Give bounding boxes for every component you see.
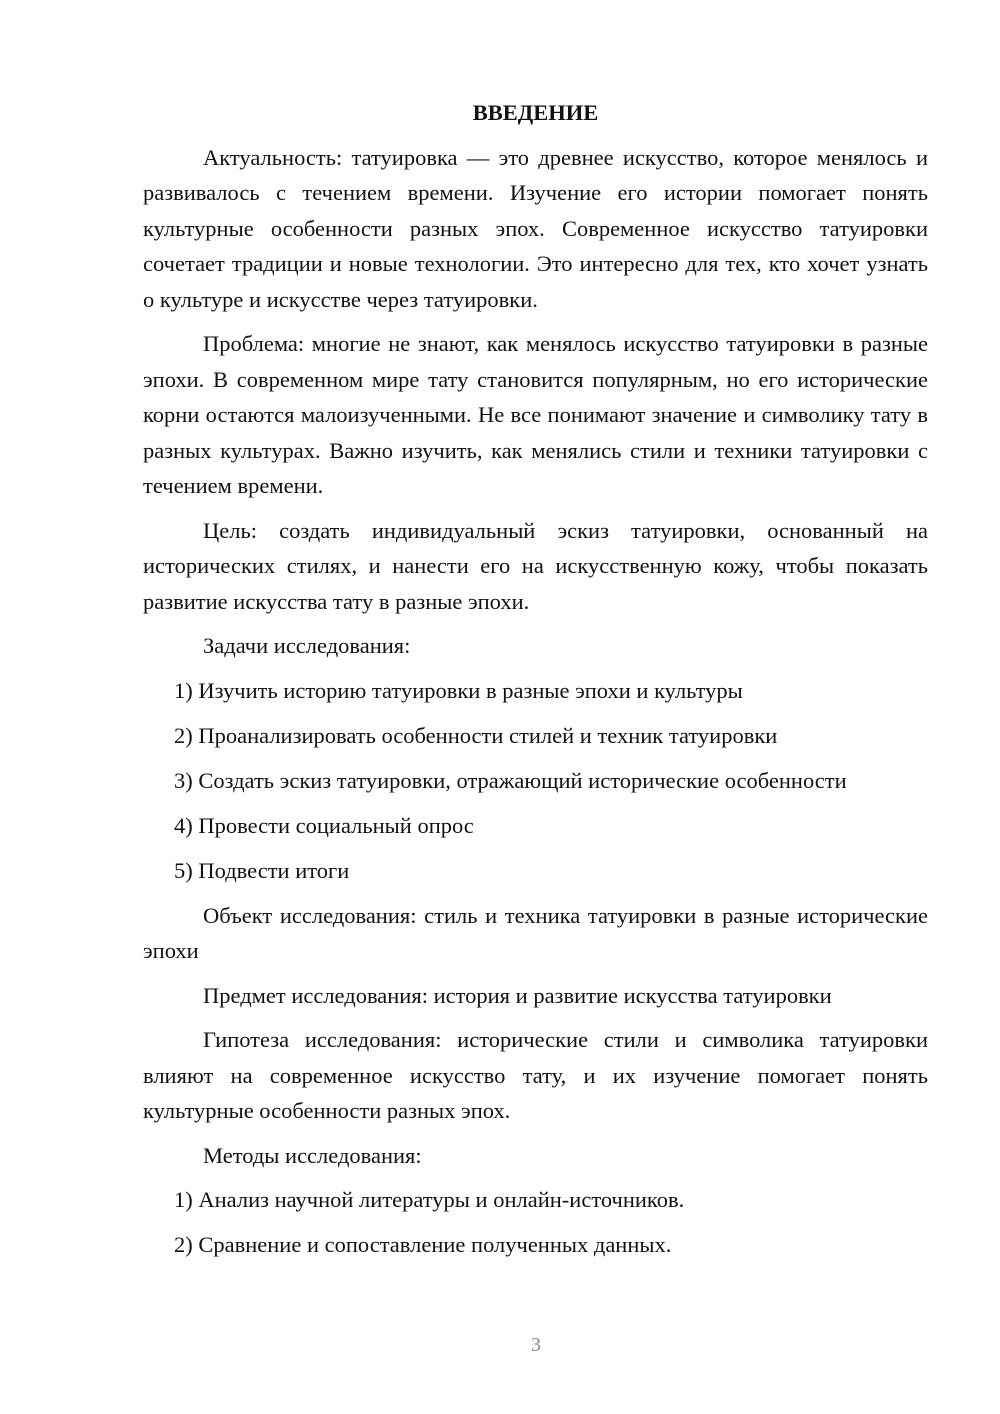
task-item: 2) Проанализировать особенности стилей и техник татуировки [174, 722, 778, 748]
hypothesis-paragraph: Гипотеза исследования: исторические стили и символика татуировки влияют на современное искусство тату, и их изучение помогает понять культурные особенности разных эпох. [143, 1027, 928, 1123]
goal-paragraph: Цель: создать индивидуальный эскиз татуировки, основанный на исторических стилях, и нанести его на искусственную кожу, чтобы показать развитие искусства тату в разные эпохи. [143, 517, 928, 614]
methods-list [143, 1182, 928, 1263]
task-item: 5) Подвести итоги [174, 857, 350, 883]
task-item: 3) Создать эскиз татуировки, отражающий исторические особенности [174, 767, 847, 793]
document-body [143, 95, 928, 1272]
task-item: 1) Изучить историю татуировки в разные эпохи и культуры [174, 677, 743, 703]
page-number: 3 [531, 1334, 541, 1356]
method-item: 2) Сравнение и сопоставление полученных данных. [174, 1232, 672, 1257]
methods-label: Методы исследования: [203, 1142, 422, 1168]
object-paragraph: Объект исследования: стиль и техника татуировки в разные исторические эпохи [143, 902, 928, 963]
task-item: 4) Провести социальный опрос [174, 812, 474, 838]
subject-paragraph: Предмет исследования: история и развитие искусства татуировки [203, 982, 832, 1008]
relevance-paragraph: Актуальность: татуировка — это древнее искусство, которое менялось и развивалось с течением времени. Изучение его истории помогает понять культурные особенности разных эпох. Современное искусство татуировки сочетает традиции и новые технологии. Это интересно для тех, кто хочет узнать о культуре и искусстве через татуировки. [143, 144, 928, 312]
problem-paragraph: Проблема: многие не знают, как менялось искусство татуировки в разные эпохи. В современном мире тату становится популярным, но его исторические корни остаются малоизученными. Не все понимают значение и символику тату в разных культурах. Важно изучить, как менялись стили и техники татуировки с течением времени. [143, 331, 928, 498]
tasks-label: Задачи исследования: [203, 633, 411, 658]
tasks-list [143, 673, 928, 889]
method-item: 1) Анализ научной литературы и онлайн-источников. [174, 1187, 685, 1212]
section-heading: ВВЕДЕНИЕ [472, 100, 599, 125]
